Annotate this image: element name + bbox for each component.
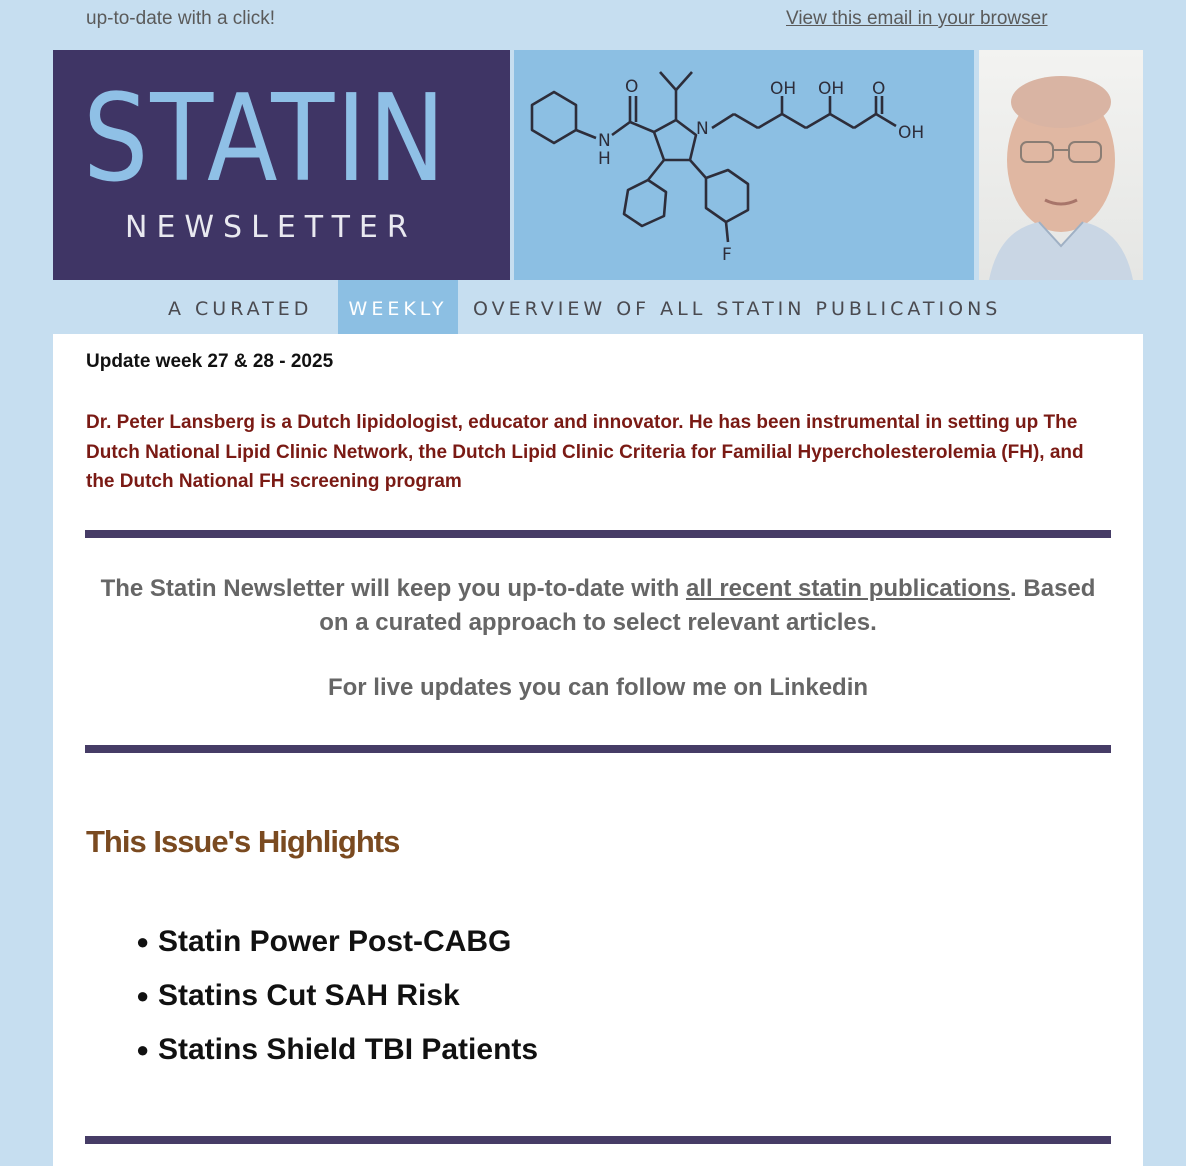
highlight-item[interactable] bbox=[136, 976, 538, 1030]
molecule-panel bbox=[514, 50, 974, 280]
section-divider bbox=[85, 1136, 1111, 1144]
carbonyl-o-label: O bbox=[872, 79, 886, 99]
banner-title: STATIN bbox=[83, 70, 448, 209]
newsletter-banner bbox=[53, 50, 1143, 280]
highlights-heading: This Issue's Highlights bbox=[86, 824, 400, 859]
highlight-item[interactable] bbox=[136, 1030, 539, 1084]
highlight-text: Statins Cut SAH Risk bbox=[158, 979, 460, 1012]
amide-h-label: H bbox=[598, 149, 611, 169]
bullet-icon: ● bbox=[136, 929, 150, 954]
description-text-start: The Statin Newsletter will keep you up-to-date with bbox=[100, 575, 686, 602]
all-publications-link[interactable]: all recent statin publications bbox=[685, 575, 1011, 602]
atorvastatin-structure-icon bbox=[514, 50, 974, 280]
hydroxyl-2-label: OH bbox=[818, 79, 845, 99]
update-heading: Update week 27 & 28 - 2025 bbox=[86, 351, 334, 372]
preheader-text: up-to-date with a click! bbox=[86, 8, 276, 29]
amide-n-label: N bbox=[598, 131, 611, 151]
section-divider bbox=[85, 530, 1111, 538]
newsletter-content bbox=[53, 334, 1143, 1166]
author-intro: Dr. Peter Lansberg is a Dutch lipidologist, educator and innovator. He has been instrumental in setting up The Dutch National Lipid Clinic Network, the Dutch Lipid Clinic Criteria for Familial Hypercholesterolemia (FH), and the Dutch National FH screening program bbox=[86, 412, 1084, 492]
fluorine-label: F bbox=[722, 245, 732, 265]
banner-tagline bbox=[53, 280, 1143, 334]
amide-o-label: O bbox=[625, 77, 639, 97]
description-text-end: . Based on a curated approach to select relevant articles. bbox=[319, 575, 1096, 636]
tagline-part1: A CURATED bbox=[168, 298, 313, 320]
tagline-highlight: WEEKLY bbox=[338, 280, 458, 334]
ring-n-label: N bbox=[696, 119, 709, 139]
hydroxyl-1-label: OH bbox=[770, 79, 797, 99]
email-preheader bbox=[0, 0, 1186, 40]
tagline-part2: OVERVIEW OF ALL STATIN PUBLICATIONS bbox=[473, 298, 1002, 320]
banner-title-panel bbox=[53, 50, 510, 280]
highlight-text: Statins Shield TBI Patients bbox=[158, 1033, 539, 1066]
bullet-icon: ● bbox=[136, 983, 150, 1008]
linkedin-follow-text: For live updates you can follow me on Linkedin bbox=[327, 674, 869, 701]
acid-oh-label: OH bbox=[898, 123, 925, 143]
highlight-text: Statin Power Post-CABG bbox=[158, 925, 512, 958]
section-divider bbox=[85, 745, 1111, 753]
view-in-browser-link[interactable]: View this email in your browser bbox=[786, 8, 1048, 29]
newsletter-description bbox=[85, 572, 1111, 640]
banner-subtitle: NEWSLETTER bbox=[125, 210, 417, 245]
author-photo bbox=[979, 50, 1143, 280]
bullet-icon: ● bbox=[136, 1037, 150, 1062]
highlight-item[interactable] bbox=[136, 922, 538, 976]
person-icon bbox=[979, 50, 1143, 280]
highlights-list bbox=[136, 922, 539, 1084]
